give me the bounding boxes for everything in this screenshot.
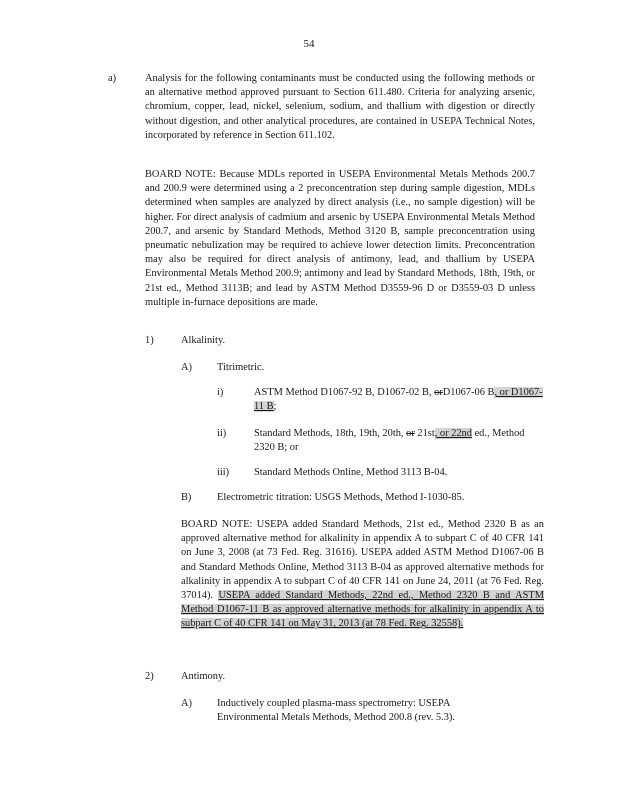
item-2-title: Antimony. — [181, 671, 226, 682]
item-1a-i-end: ; — [273, 401, 277, 413]
item-1a-ii-text — [254, 427, 544, 455]
item-1a-ii-label: ii) — [217, 428, 227, 439]
item-1-board-note-text: BOARD NOTE: USEPA added Standard Methods, 21st ed., Method 2320 B as an approved alternative method for alkalinity in appendix A to subpart C of 40 CFR 141 on June 3, 2008 (at 73 Fed. Reg. 31616). USEPA added ASTM Method D1067-06 B and Standard Methods Online, Method 3113 B-04 as approved alternative methods for alkalinity in appendix A to subpart C of 40 CFR 141 on June 24, 2011 (at 76 Fed. Reg. 37014). — [181, 519, 544, 602]
page-number: 54 — [303, 38, 315, 50]
section-a-paragraph: Analysis for the following contaminants must be conducted using the following methods or an alternative method approved pursuant to Section 611.480. Criteria for analyzing arsenic, chromium, copper, lead, nickel, selenium, sodium, and thallium with digestion or directly without digestion, and other analytical procedures, are contained in USEPA Technical Notes, incorporated by reference in Section 611.102. — [145, 73, 535, 141]
item-2a-text: Inductively coupled plasma-mass spectrometry: USEPA Environmental Metals Methods, Method 200.8 (rev. 5.3). — [217, 698, 455, 724]
item-1-label: 1) — [145, 335, 154, 346]
item-1a-i-text-b: D1067-06 B — [442, 387, 495, 398]
added-text: USEPA added Standard Methods, 22nd ed., Method 2320 B and ASTM Method D1067-11 B as approved alternative methods for alkalinity in appendix A to subpart C of 40 CFR 141 on May 31, 2013 (at 78 Fed. Reg. 32558). — [181, 590, 544, 630]
item-1-board-note — [181, 518, 544, 632]
item-1b-text: Electrometric titration: USGS Methods, Method I-1030-85. — [217, 492, 465, 503]
item-1a-iii-text: Standard Methods Online, Method 3113 B-04. — [254, 467, 448, 478]
item-2-label: 2) — [145, 671, 154, 682]
item-2a-label: A) — [181, 698, 192, 709]
deleted-text: or — [434, 387, 443, 398]
item-1a-ii-end: ed., Method 2320 B; or — [254, 428, 525, 454]
item-1a-ii-text-b: 21st — [417, 428, 435, 439]
item-1a-i-text-a: ASTM Method D1067-92 B, D1067-02 B, — [254, 387, 432, 398]
section-a-board-note: BOARD NOTE: Because MDLs reported in USEPA Environmental Metals Methods 200.7 and 200.9 were determined using a 2 preconcentration step during sample digestion, MDLs determined when samples are analyzed by direct analysis (i.e., no sample digestion) will be higher. For direct analysis of cadmium and arsenic by USEPA Environmental Metals Method 200.7, and arsenic by Standard Methods, Method 3120 B, sample preconcentration using pneumatic nebulization may be required to achieve lower detection limits. Preconcentration may also be required for direct analysis of antimony, lead, and thallium by USEPA Environmental Metals Method 200.9; antimony and lead by Standard Methods, 18th, 19th, or 21st ed., Method 3113B; and lead by ASTM Method D3559-96 D or D3559-03 D unless multiple in-furnace depositions are made. — [145, 169, 535, 308]
item-1b-label: B) — [181, 492, 192, 503]
added-text: , or 22nd — [434, 428, 472, 439]
item-1a-i-text — [254, 386, 544, 414]
item-1a-ii-text-a: Standard Methods, 18th, 19th, 20th, — [254, 428, 404, 439]
deleted-text: or — [406, 428, 415, 439]
section-a-label: a) — [108, 73, 117, 84]
item-1a-label: A) — [181, 362, 192, 373]
item-1a-i-label: i) — [217, 387, 224, 398]
item-1-title: Alkalinity. — [181, 335, 226, 346]
item-1a-iii-label: iii) — [217, 467, 230, 478]
item-1a-title: Titrimetric. — [217, 362, 265, 373]
added-text: , or D1067-11 B — [254, 387, 543, 413]
